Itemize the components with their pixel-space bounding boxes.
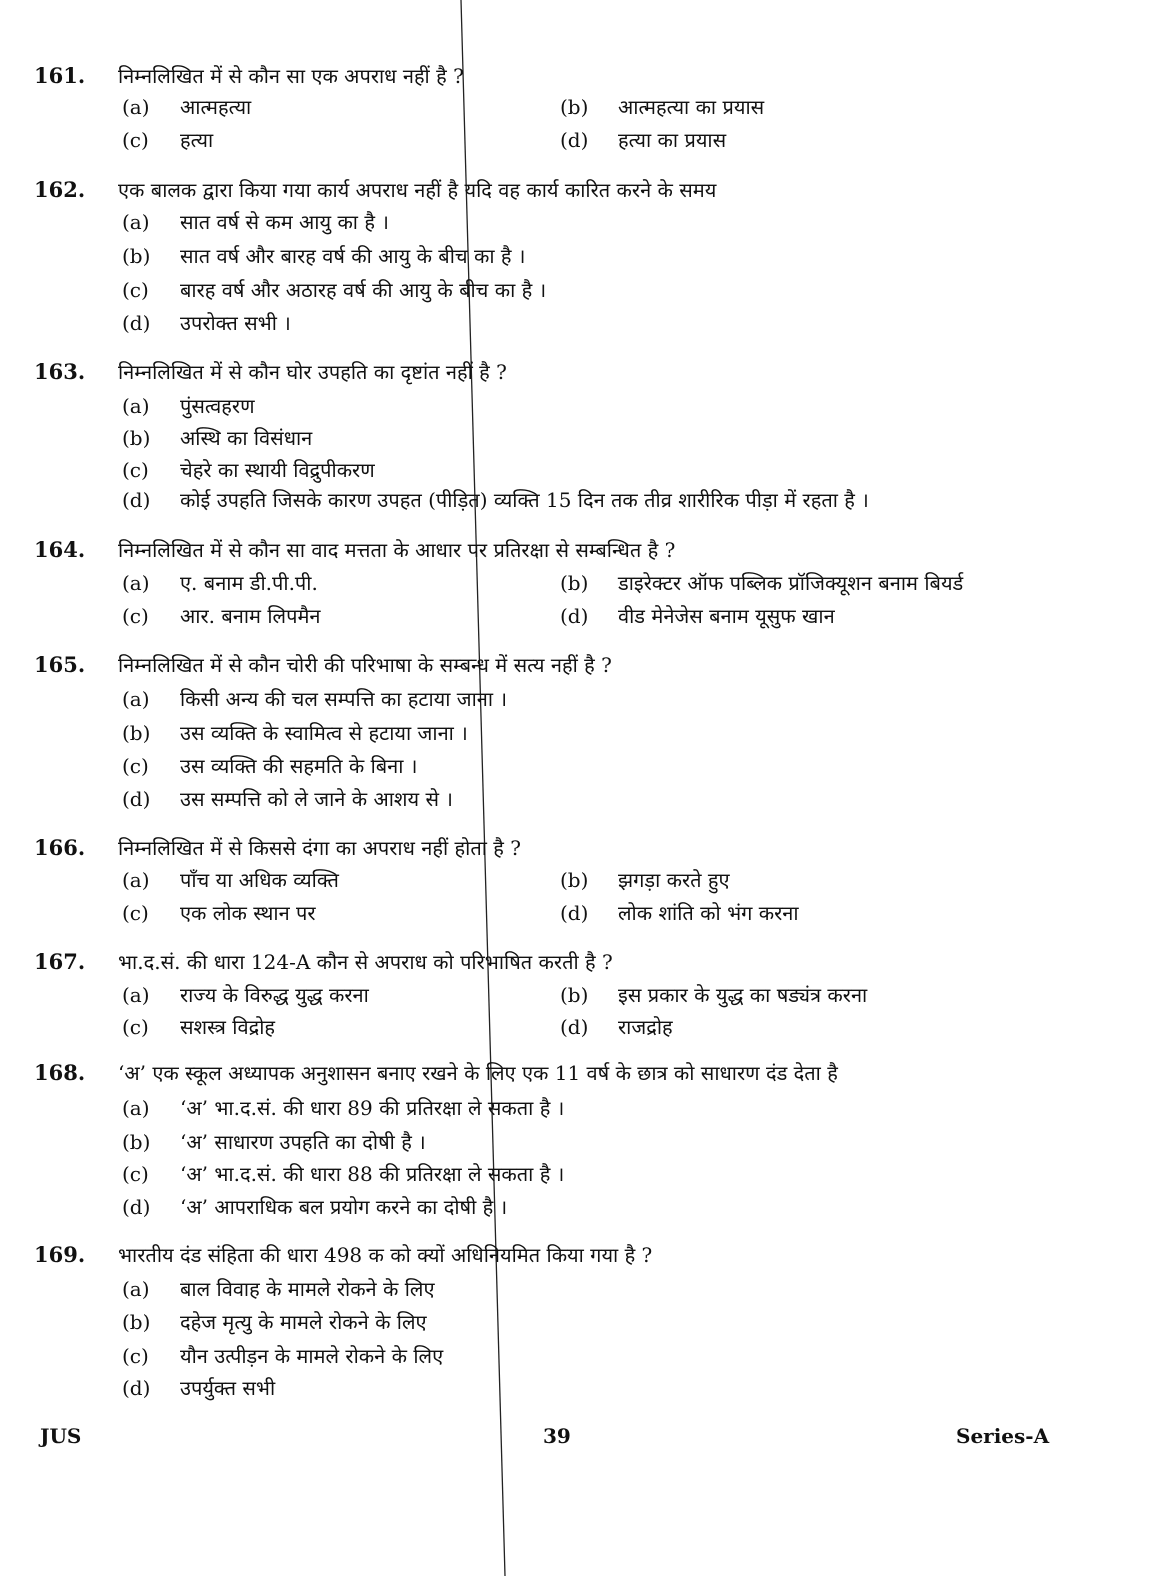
option-text: ‘अ’ भा.द.सं. की धारा 89 की प्रतिरक्षा ले सकता है । <box>180 1096 565 1120</box>
option-text: उस सम्पत्ति को ले जाने के आशय से । <box>180 787 453 811</box>
option-text: सात वर्ष और बारह वर्ष की आयु के बीच का है । <box>180 244 526 268</box>
option-letter: (d) <box>122 1376 151 1400</box>
option-text: उपर्युक्त सभी <box>180 1376 276 1400</box>
question-text: निम्नलिखित में से कौन सा एक अपराध नहीं है ? <box>118 64 464 88</box>
question-number: 169. <box>34 1242 86 1267</box>
option-text: हत्या <box>180 128 214 152</box>
option-letter: (b) <box>560 571 589 595</box>
option-text: झगड़ा करते हुए <box>618 868 730 892</box>
option-text: वीड मेनेजेस बनाम यूसुफ खान <box>618 604 835 628</box>
question-number: 167. <box>34 949 86 974</box>
series-label: Series-A <box>956 1424 1050 1448</box>
option-letter: (b) <box>122 426 151 450</box>
option-text: एक लोक स्थान पर <box>180 901 316 925</box>
option-letter: (b) <box>122 721 151 745</box>
option-text: ‘अ’ भा.द.सं. की धारा 88 की प्रतिरक्षा ले सकता है । <box>180 1162 565 1186</box>
option-text: उस व्यक्ति के स्वामित्व से हटाया जाना । <box>180 721 468 745</box>
option-letter: (d) <box>560 604 589 628</box>
option-letter: (c) <box>122 458 149 482</box>
option-letter: (a) <box>122 687 150 711</box>
page-number: 39 <box>543 1424 571 1448</box>
option-letter: (c) <box>122 604 149 628</box>
option-letter: (d) <box>122 787 151 811</box>
option-text: पाँच या अधिक व्यक्ति <box>180 868 339 892</box>
option-letter: (c) <box>122 754 149 778</box>
option-letter: (c) <box>122 901 149 925</box>
option-letter: (c) <box>122 1344 149 1368</box>
question-number: 166. <box>34 835 86 860</box>
option-text: उस व्यक्ति की सहमति के बिना । <box>180 754 418 778</box>
option-letter: (b) <box>560 983 589 1007</box>
option-text: बाल विवाह के मामले रोकने के लिए <box>180 1277 435 1301</box>
option-text: ए. बनाम डी.पी.पी. <box>180 571 318 595</box>
option-text: आर. बनाम लिपमैन <box>180 604 321 628</box>
option-letter: (b) <box>560 95 589 119</box>
option-letter: (c) <box>122 278 149 302</box>
option-text: ‘अ’ आपराधिक बल प्रयोग करने का दोषी है । <box>180 1195 508 1219</box>
option-text: सात वर्ष से कम आयु का है । <box>180 210 389 234</box>
question-number: 168. <box>34 1060 86 1085</box>
option-text: बारह वर्ष और अठारह वर्ष की आयु के बीच का है । <box>180 278 547 302</box>
option-letter: (c) <box>122 128 149 152</box>
question-number: 161. <box>34 63 86 88</box>
question-text: निम्नलिखित में से किससे दंगा का अपराध नहीं होता है ? <box>118 836 521 860</box>
question-text: ‘अ’ एक स्कूल अध्यापक अनुशासन बनाए रखने के लिए एक 11 वर्ष के छात्र को साधारण दंड देता है <box>118 1061 838 1085</box>
option-text: दहेज मृत्यु के मामले रोकने के लिए <box>180 1310 427 1334</box>
option-letter: (a) <box>122 1277 150 1301</box>
option-letter: (a) <box>122 95 150 119</box>
option-letter: (d) <box>560 1015 589 1039</box>
option-letter: (d) <box>560 128 589 152</box>
question-text: निम्नलिखित में से कौन चोरी की परिभाषा के सम्बन्ध में सत्य नहीं है ? <box>118 653 612 677</box>
question-text: भारतीय दंड संहिता की धारा 498 क को क्यों अधिनियमित किया गया है ? <box>118 1243 653 1267</box>
option-text: ‘अ’ साधारण उपहति का दोषी है । <box>180 1130 426 1154</box>
option-letter: (a) <box>122 571 150 595</box>
question-number: 164. <box>34 537 86 562</box>
option-text: आत्महत्या <box>180 95 252 119</box>
option-letter: (d) <box>560 901 589 925</box>
option-letter: (b) <box>122 1130 151 1154</box>
option-letter: (b) <box>122 244 151 268</box>
option-letter: (c) <box>122 1162 149 1186</box>
option-text: राजद्रोह <box>618 1015 673 1039</box>
footer-code: JUS <box>40 1424 82 1448</box>
option-text: चेहरे का स्थायी विद्रुपीकरण <box>180 458 375 482</box>
option-letter: (a) <box>122 394 150 418</box>
option-letter: (d) <box>122 488 151 512</box>
option-text: राज्य के विरुद्ध युद्ध करना <box>180 983 369 1007</box>
question-text: एक बालक द्वारा किया गया कार्य अपराध नहीं है यदि वह कार्य कारित करने के समय <box>118 178 717 202</box>
option-text: पुंसत्वहरण <box>180 394 255 418</box>
option-letter: (b) <box>122 1310 151 1334</box>
question-number: 162. <box>34 177 86 202</box>
option-text: कोई उपहति जिसके कारण उपहत (पीड़ित) व्यक्ति 15 दिन तक तीव्र शारीरिक पीड़ा में रहता है । <box>180 488 869 512</box>
option-text: सशस्त्र विद्रोह <box>180 1015 276 1039</box>
option-text: डाइरेक्टर ऑफ पब्लिक प्रॉजिक्यूशन बनाम बियर्ड <box>618 571 964 595</box>
question-text: भा.द.सं. की धारा 124-A कौन से अपराध को परिभाषित करती है ? <box>118 950 613 974</box>
option-text: आत्महत्या का प्रयास <box>618 95 765 119</box>
option-letter: (a) <box>122 210 150 234</box>
option-letter: (a) <box>122 1096 150 1120</box>
option-letter: (c) <box>122 1015 149 1039</box>
option-letter: (d) <box>122 311 151 335</box>
option-text: यौन उत्पीड़न के मामले रोकने के लिए <box>180 1344 444 1368</box>
option-text: किसी अन्य की चल सम्पत्ति का हटाया जाना । <box>180 687 508 711</box>
option-letter: (a) <box>122 868 150 892</box>
question-number: 163. <box>34 359 86 384</box>
question-number: 165. <box>34 652 86 677</box>
option-text: लोक शांति को भंग करना <box>618 901 799 925</box>
option-text: इस प्रकार के युद्ध का षड्यंत्र करना <box>618 983 868 1007</box>
option-text: हत्या का प्रयास <box>618 128 727 152</box>
option-text: अस्थि का विसंधान <box>180 426 313 450</box>
question-text: निम्नलिखित में से कौन सा वाद मत्तता के आधार पर प्रतिरक्षा से सम्बन्धित है ? <box>118 538 676 562</box>
option-letter: (b) <box>560 868 589 892</box>
option-letter: (a) <box>122 983 150 1007</box>
option-text: उपरोक्त सभी । <box>180 311 291 335</box>
question-text: निम्नलिखित में से कौन घोर उपहति का दृष्टांत नहीं है ? <box>118 360 507 384</box>
option-letter: (d) <box>122 1195 151 1219</box>
